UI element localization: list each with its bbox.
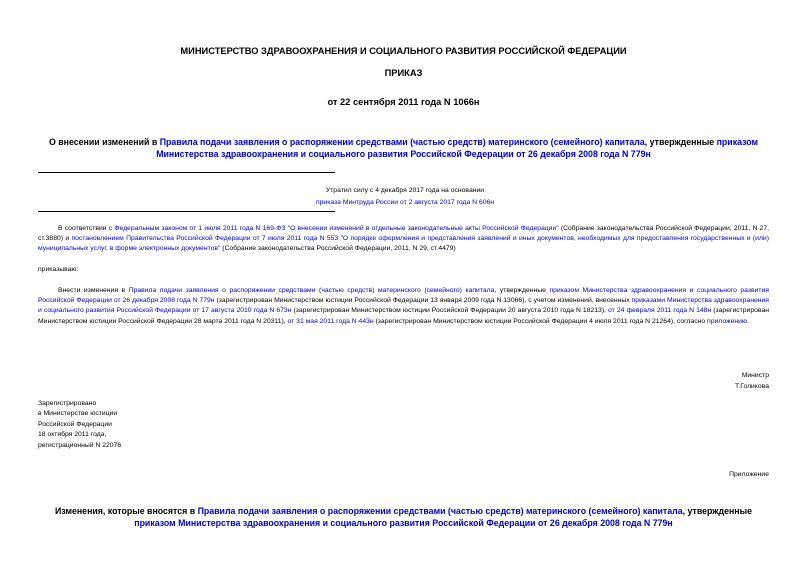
p3-link-order-779n[interactable]: приказом Министерства здравоохранения и социального развития Российской Федерации от 26 декабря 2008 года N 779н	[38, 287, 769, 305]
p1-text-1: В соответствии с	[58, 225, 115, 232]
p3-text-1: Внести изменения в	[58, 287, 129, 294]
order-word: приказываю:	[38, 266, 79, 273]
p3-link-order-443n[interactable]: от 31 мая 2011 года N 443н	[287, 317, 374, 325]
registration-line: 18 октября 2011 года,	[38, 431, 107, 439]
p1-link-government-decree[interactable]: постановлением Правительства Российской Федерации от 7 июля 2011 года N 553 "О порядке оформления и представления заявлений и иных документов, необходимых для предоставления государственных и (или) муниципальных услуг, в форме электронных документов"	[38, 235, 769, 253]
p1-text-3: (Собрание законодательства Российской Федерации, 2011, N 29, ст.4479)	[220, 245, 456, 253]
order-paragraph	[38, 286, 769, 327]
signature-block	[735, 370, 769, 392]
signature-name: Т.Голикова	[734, 383, 769, 390]
status-note	[195, 185, 615, 209]
p1-text-2: (Собрание законодательства Российской Федерации, 2011, N 27, ст.3880) и	[38, 225, 769, 243]
title-link-rules[interactable]: Правила подачи заявления о распоряжении средствами (частью средств) материнского (семейного) капитала	[159, 137, 645, 147]
preamble-paragraph	[38, 224, 769, 255]
p1-link-federal-law[interactable]: Федеральным законом от 1 июля 2011 года N 169-ФЗ "О внесении изменений в отдельные законодательные акты Российской Федерации"	[114, 225, 559, 232]
status-note-link[interactable]: приказа Минтруда России от 2 августа 2017 года N 606н	[315, 199, 495, 206]
ministry-header: МИНИСТЕРСТВО ЗДРАВООХРАНЕНИЯ И СОЦИАЛЬНОГО РАЗВИТИЯ РОССИЙСКОЙ ФЕДЕРАЦИИ	[180, 46, 627, 56]
p3-link-order-673n[interactable]: приказами Министерства здравоохранения и социального развития Российской Федерации от 17 августа 2010 года N 673н	[38, 297, 769, 315]
appendix-text-2: , утвержденные	[682, 506, 753, 516]
p3-link-appendix[interactable]: приложению	[707, 317, 748, 325]
p3-text-3: (зарегистрирован Министерством юстиции Российской Федерации 13 января 2009 года N 13066), с учетом изменений, внесенных	[214, 297, 632, 305]
p3-text-6: (зарегистрирован Министерством юстиции Российской Федерации 4 июля 2011 года N 21264), согласно	[373, 317, 708, 325]
registration-line: в Министерстве юстиции	[38, 410, 118, 418]
p3-link-order-148n[interactable]: от 24 февраля 2011 года N 148н	[608, 307, 712, 315]
appendix-link-order-779n[interactable]: приказом Министерства здравоохранения и социального развития Российской Федерации от 26 декабря 2008 года N 779н	[134, 518, 673, 528]
registration-line: Российской Федерации	[38, 420, 112, 428]
registration-block	[38, 399, 121, 451]
p3-text-7: .	[747, 317, 749, 325]
status-note-text: Утратил силу с 4 декабря 2017 года на основании	[325, 187, 485, 194]
appendix-text-1: Изменения, которые вносятся в	[54, 506, 198, 516]
divider-top	[38, 172, 335, 173]
title-link-order-779n[interactable]: приказом Министерства здравоохранения и социального развития Российской Федерации от 26 декабря 2008 года N 779н	[156, 137, 759, 159]
p3-text-2: , утвержденные	[494, 287, 550, 294]
p3-link-rules[interactable]: Правила подачи заявления о распоряжении средствами (частью средств) материнского (семейного) капитала	[128, 287, 495, 294]
p3-text-5: (зарегистрирован Министерством юстиции Российской Федерации 28 марта 2011 года N 20311),	[38, 307, 769, 325]
p3-text-4: (зарегистрирован Министерством юстиции Российской Федерации 20 августа 2010 года N 18213),	[291, 307, 609, 315]
appendix-title	[40, 505, 767, 529]
title-text-1: О внесении изменений в	[48, 137, 160, 147]
signature-position: Министр	[741, 372, 769, 379]
document-date-number: от 22 сентября 2011 года N 1066н	[327, 97, 480, 107]
appendix-link-rules[interactable]: Правила подачи заявления о распоряжении средствами (частью средств) материнского (семейного) капитала	[197, 506, 683, 516]
appendix-label: Приложение	[729, 471, 769, 478]
document-title	[40, 136, 767, 160]
document-type: ПРИКАЗ	[384, 68, 423, 78]
title-text-2: , утвержденные	[644, 137, 717, 147]
divider-bottom	[38, 211, 335, 212]
registration-line: регистрационный N 22076	[38, 441, 122, 449]
registration-line: Зарегистрировано	[38, 400, 97, 407]
